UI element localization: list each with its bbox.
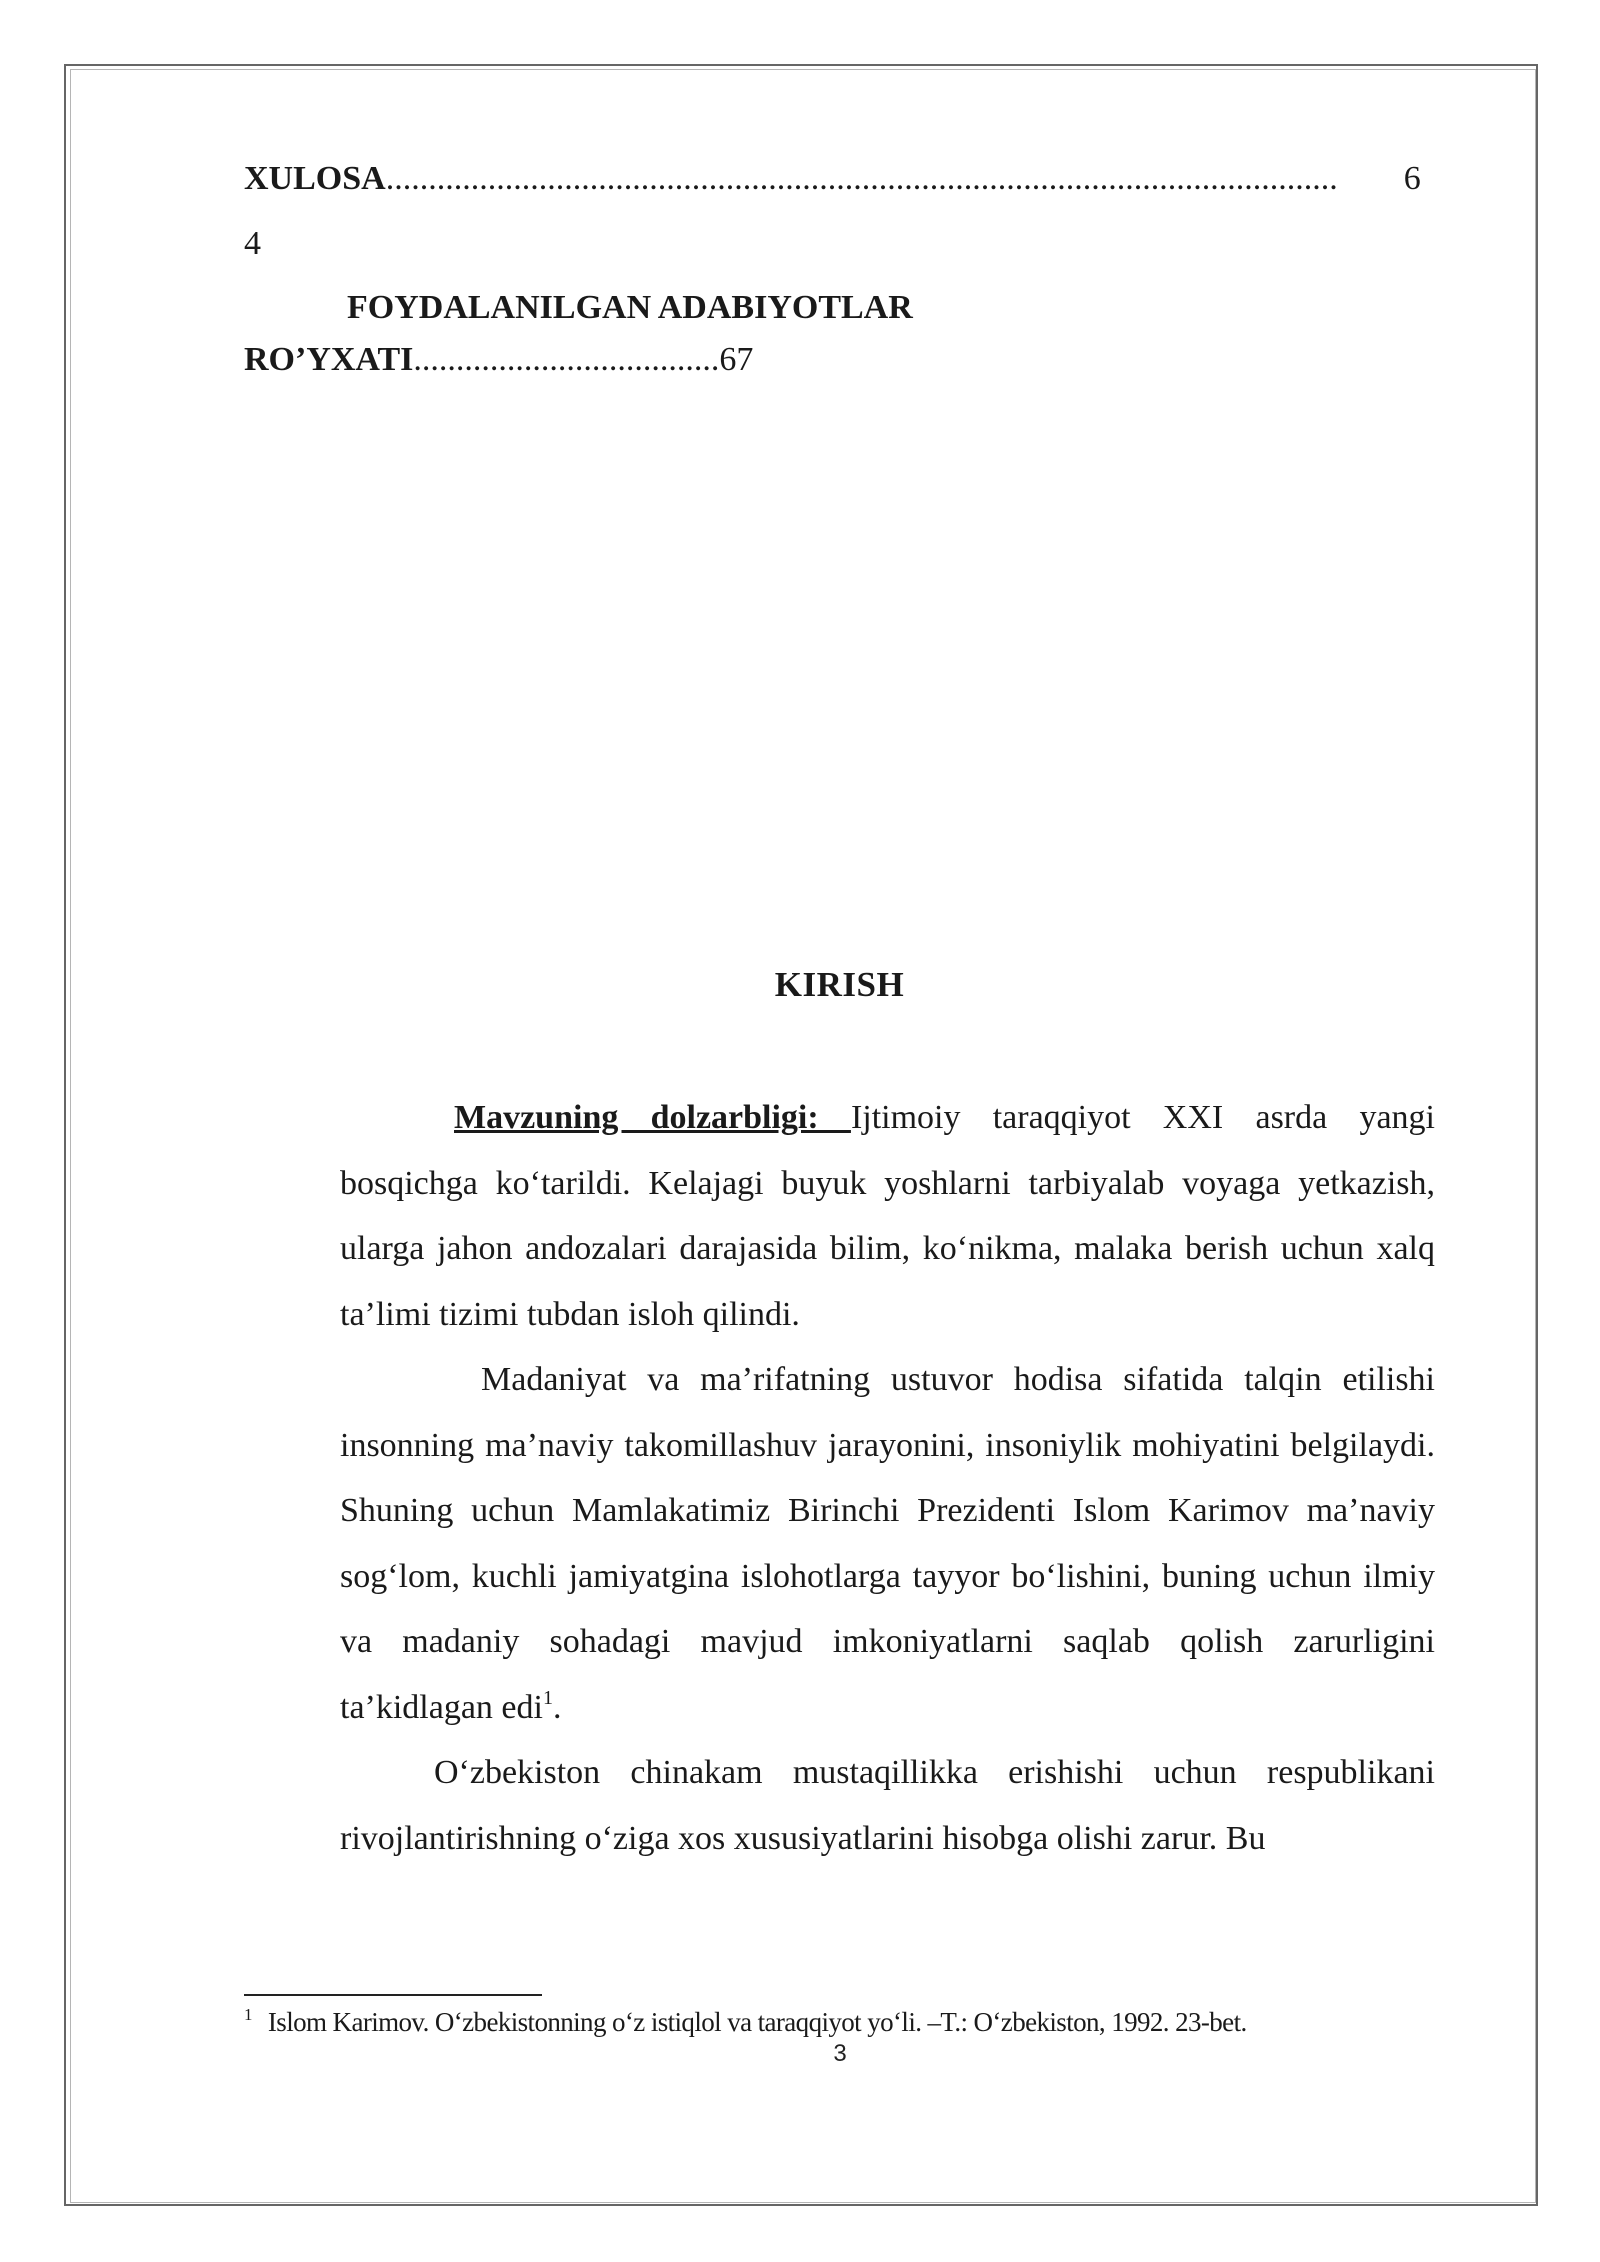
body-text (340, 1085, 1435, 1871)
toc-entry-xulosa (244, 155, 1435, 203)
paragraph-text: O‘zbekiston chinakam mustaqillikka erishishi uchun respublikani rivojlantirishning o‘ziga xos xususiyatlarini hisobga olishi zarur. Bu (340, 1754, 1435, 1857)
toc-page-continuation: 4 (244, 225, 261, 262)
footnote-text: Islom Karimov. O‘zbekistonning o‘z istiqlol va taraqqiyot yo‘li. –T.: O‘zbekiston, 1992. 23-bet. (267, 2007, 1247, 2037)
page-number: 3 (833, 2040, 847, 2067)
footnote-reference[interactable]: 1 (542, 1686, 553, 1709)
footnote-number: 1 (244, 2005, 252, 2024)
toc-dots: ................................................................................................................ (385, 160, 1338, 197)
paragraph-lead: Mavzuning dolzarbligi: (454, 1099, 851, 1136)
paragraph-end: . (552, 1688, 562, 1726)
toc-entry-references-line2 (244, 336, 753, 384)
footnote-separator (244, 1994, 542, 1996)
toc-dots: .................................... (413, 341, 720, 378)
paragraph-text: Madaniyat va ma’rifatning ustuvor hodisa sifatida talqin etilishi insonning ma’naviy takomillashuv jarayonini, insoniylik mohiyatini belgilaydi. Shuning uchun Mamlakatimiz Birinchi Prezidenti Islom Karimov ma’naviy sog‘lom, kuchli jamiyatgina islohotlarga tayyor bo‘lishini, buning uchun ilmiy va madaniy sohadagi mavjud imkoniyatlarni saqlab qolish zarurligini ta’kidlagan edi (340, 1361, 1435, 1726)
paragraph-3 (340, 1740, 1435, 1871)
toc-entry-references-line1: FOYDALANILGAN ADABIYOTLAR (347, 289, 913, 326)
toc-page-number: 6 (1403, 160, 1421, 197)
toc-title: XULOSA (244, 160, 386, 197)
paragraph-2 (340, 1347, 1435, 1740)
toc-page-number: 67 (719, 341, 754, 378)
paragraph-1 (340, 1085, 1435, 1347)
toc-title: RO’YXATI (244, 341, 414, 378)
footnote (244, 2004, 1444, 2040)
section-heading: KIRISH (774, 965, 905, 1004)
paragraph-text: Ijtimoiy taraqqiyot XXI asrda yangi bosqichga ko‘tarildi. Kelajagi buyuk yoshlarni tarbiyalab voyaga yetkazish, ularga jahon andozalari darajasida bilim, ko‘nikma, malaka berish uchun xalq ta’limi tizimi tubdan isloh qilindi. (340, 1099, 1435, 1333)
